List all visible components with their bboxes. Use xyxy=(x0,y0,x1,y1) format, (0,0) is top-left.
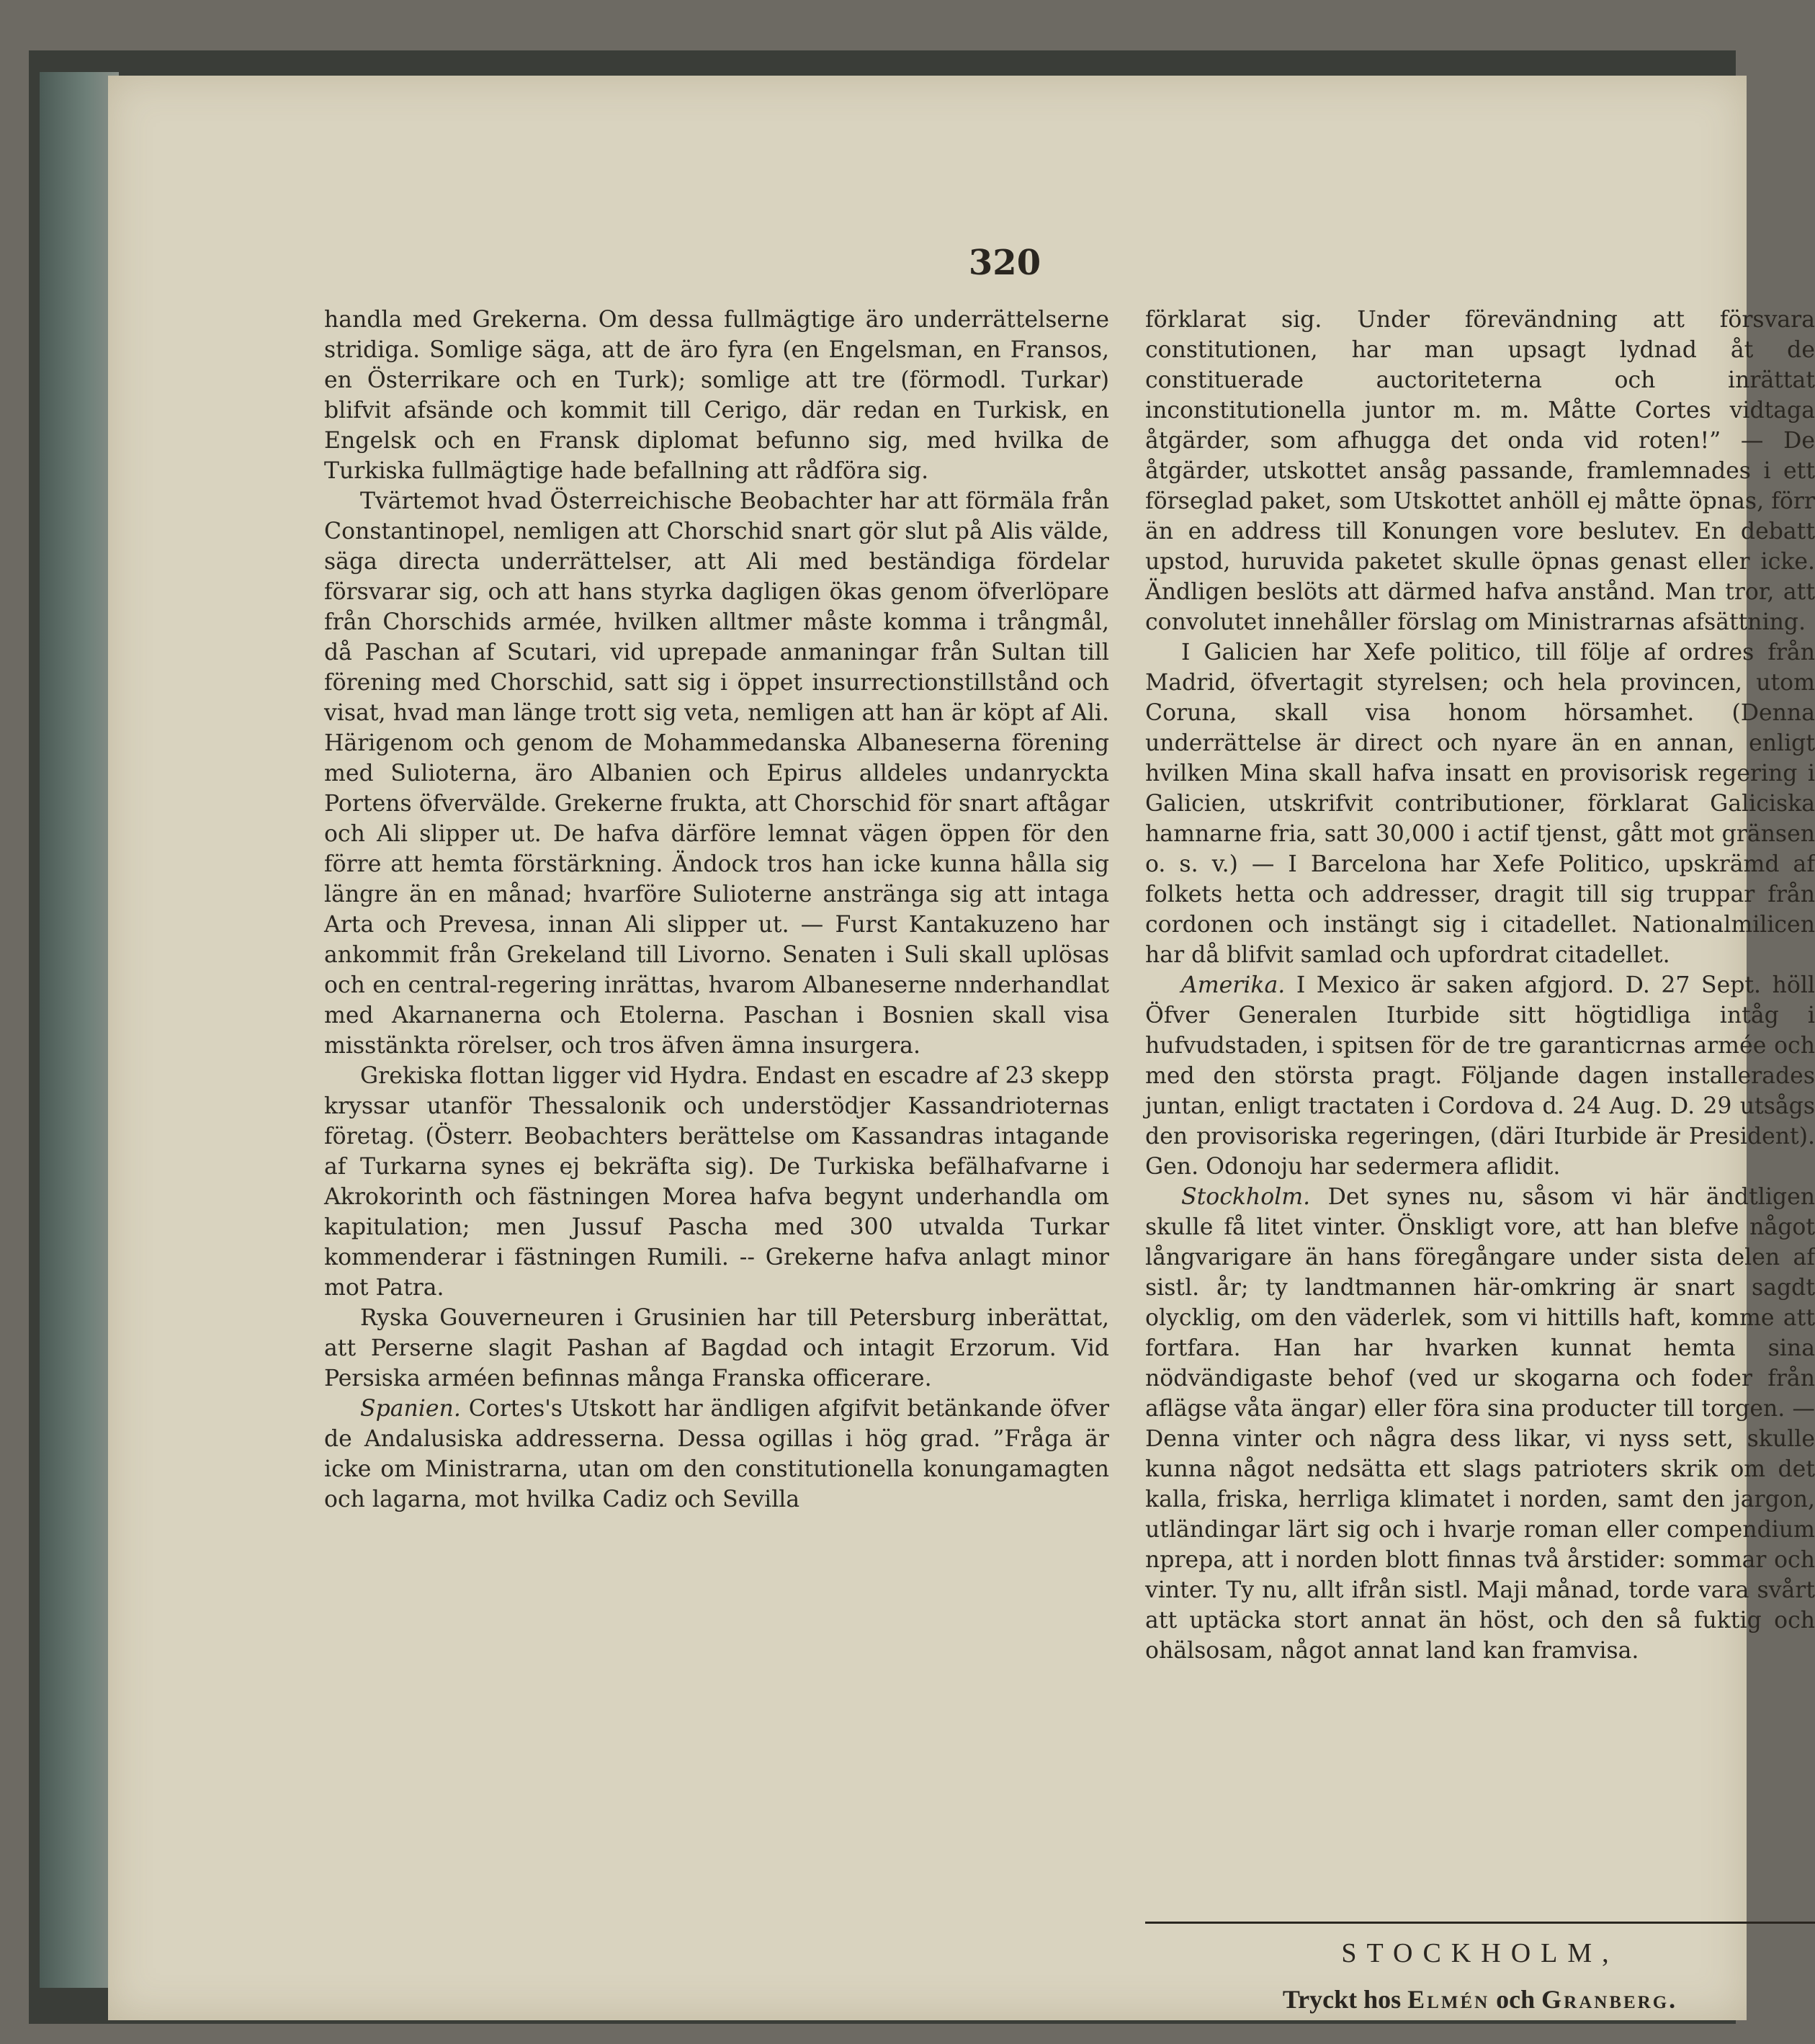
imprint-printer xyxy=(1145,1984,1815,2014)
article-paragraph xyxy=(324,1061,1109,1303)
imprint-divider xyxy=(1145,1922,1815,1924)
article-paragraph xyxy=(324,1303,1109,1394)
imprint-name-2: Granberg. xyxy=(1541,1985,1678,2014)
book-spine xyxy=(40,72,119,1988)
paragraph-text: Ryska Gouverneuren i Grusinien har till Petersburg inberättat, att Perserne slagit Pashan af Bagdad och intagit Erzorum. Vid Persiska arméen befinnas många Franska officerare. xyxy=(324,1305,1109,1391)
newspaper-page xyxy=(108,76,1815,2020)
imprint-prefix: Tryckt hos xyxy=(1282,1985,1402,2014)
section-heading: Stockholm. xyxy=(1181,1184,1311,1210)
imprint-place: STOCKHOLM, xyxy=(1341,1938,1619,1968)
paragraph-text: I Galicien har Xefe politico, till följe af ordres från Madrid, öfvertagit styrelsen; och hela provincen, utom Coruna, skall visa honom hörsamhet. (Denna underrättelse är direct och nyare än en annan, enligt hvilken Mina skall hafva insatt en provisorisk regering i Galicien, utskrifvit contributioner, förklarat Galiciska hamnarne fria, satt 30,000 i actif tjenst, gått mot gränsen o. s. v.) — I Barcelona har Xefe Politico, upskrämd af folkets hetta och addresser, dragit till sig truppar från cordonen och instängt sig i citadellet. Nationalmilicen har då blifvit samlad och upfordrat citadellet. xyxy=(1145,640,1815,968)
paragraph-text: Cortes's Utskott har ändligen afgifvit betänkande öfver de Andalusiska addresserna. Dessa ogillas i hög grad. ”Fråga är icke om Ministrarna, utan om den constitutionella konungamagten och lagarna, mot hvilka Cadiz och Sevilla xyxy=(324,1396,1110,1512)
imprint-joiner: och xyxy=(1496,1985,1536,2014)
paragraph-text: I Mexico är saken afgjord. D. 27 Sept. höll Öfver Generalen Iturbide sitt högtidliga intåg i hufvudstaden, i spitsen för de tre garanticrnas armée och med den största pragt. Följande dagen installerades juntan, enligt tractaten i Cordova d. 24 Aug. D. 29 utsågs den provisoriska regeringen, (däri Iturbide är President). Gen. Odonoju har sedermera aflidit. xyxy=(1145,972,1815,1180)
article-paragraph xyxy=(1145,637,1815,970)
article-paragraph xyxy=(324,305,1109,486)
imprint-name-1: Elmén xyxy=(1407,1985,1490,2014)
paragraph-text: förklarat sig. Under förevändning att försvara constitutionen, har man upsagt lydnad åt de constituerade auctoriteterna och inrättat inconstitutionella juntor m. m. Måtte Cortes vidtaga åtgärder, som afhugga det onda vid roten!” — De åtgärder, utskottet ansåg passande, framlemnades i ett förseglad paket, som Utskottet anhöll ej måtte öpnas, förr än en address till Konungen vore beslutev. En debatt upstod, huruvida paketet skulle öpnas genast eller icke. Ändligen beslöts att därmed hafva anstånd. Man tror, att convolutet innehåller förslag om Ministrarnas afsättning. xyxy=(1145,307,1815,635)
right-column xyxy=(1145,305,1815,1664)
section-heading: Amerika. xyxy=(1181,972,1286,998)
article-paragraph xyxy=(1145,970,1815,1182)
paragraph-text: Det synes nu, såsom vi här ändtligen skulle få litet vinter. Önskligt vore, att han blefve något långvarigare än hans föregångare under sista delen af sistl. år; ty landtmannen här-omkring är snart sagdt olycklig, om den väderlek, som vi hittills haft, komme att fortfara. Han har hvarken kunnat hemta sina nödvändigaste behof (ved ur skogarna och foder från aflägse våta ängar) eller föra sina producter till torgen. — Denna vinter och några dess likar, vi nyss sett, skulle kunna något nedsätta ett slags patrioters skrik om det kalla, friska, herrliga klimatet i norden, samt den jargon, utländingar lärt sig och i hvarje roman eller compendium nprepa, att i norden blott finnas två årstider: sommar och vinter. Ty nu, allt ifrån sistl. Maji månad, torde vara svårt att uptäcka stort annat än höst, och den så fuktig och ohälsosam, något annat land kan framvisa. xyxy=(1145,1184,1815,1664)
article-paragraph xyxy=(324,486,1109,1061)
left-column xyxy=(324,305,1109,1983)
page-number: 320 xyxy=(968,243,1041,283)
article-paragraph xyxy=(324,1394,1109,1515)
section-heading: Spanien. xyxy=(360,1396,461,1422)
paragraph-text: handla med Grekerna. Om dessa fullmägtige äro underrättelserne stridiga. Somlige säga, att de äro fyra (en Engelsman, en Fransos, en Österrikare och en Turk); somlige att tre (förmodl. Turkar) blifvit afsände och kommit till Cerigo, där redan en Turkisk, en Engelsk och en Fransk diplomat befunno sig, med hvilka de Turkiska fullmägtige hade befallning att rådföra sig. xyxy=(324,307,1109,484)
paragraph-text: Tvärtemot hvad Österreichische Beobachter har att förmäla från Constantinopel, nemligen att Chorschid snart gör slut på Alis välde, säga directa underrättelser, att Ali med beständiga fördelar försvarar sig, och att hans styrka dagligen ökas genom öfverlöpare från Chorschids armée, hvilken alltmer måste komma i trångmål, då Paschan af Scutari, vid uprepade anmaningar från Sultan till förening med Chorschid, satt sig i öppet insurrectionstillstånd och visat, hvad man länge trott sig veta, nemligen att han är köpt af Ali. Härigenom och genom de Mohammedanska Albaneserna förening med Sulioterna, äro Albanien och Epirus alldeles undanryckta Portens öfvervälde. Grekerne frukta, att Chorschid för snart aftågar och Ali slipper ut. De hafva därföre lemnat vägen öppen för den förre att hemta förstärkning. Ändock tros han icke kunna hålla sig längre än en månad; hvarföre Sulioterne anstränga sig att intaga Arta och Prevesa, innan Ali slipper ut. — Furst Kantakuzeno har ankommit från Grekeland till Livorno. Senaten i Suli skall uplösas och en central-regering inrättas, hvarom Albaneserne nnderhandlat med Akarnanerna och Etolerna. Paschan i Bosnien skall visa misstänkta rörelser, och tros äfven ämna insurgera. xyxy=(324,488,1109,1059)
article-paragraph xyxy=(1145,1182,1815,1666)
paragraph-text: Grekiska flottan ligger vid Hydra. Endast en escadre af 23 skepp kryssar utanför Thessalonik och understödjer Kassandrioternas företag. (Österr. Beobachters berättelse om Kassandras intagande af Turkarna synes ej bekräfta sig). De Turkiska befälhafvarne i Akrokorinth och fästningen Morea hafva begynt underhandla om kapitulation; men Jussuf Pascha med 300 utvalda Turkar kommenderar i fästningen Rumili. -- Grekerne hafva anlagt minor mot Patra. xyxy=(324,1063,1109,1301)
article-paragraph xyxy=(1145,305,1815,637)
